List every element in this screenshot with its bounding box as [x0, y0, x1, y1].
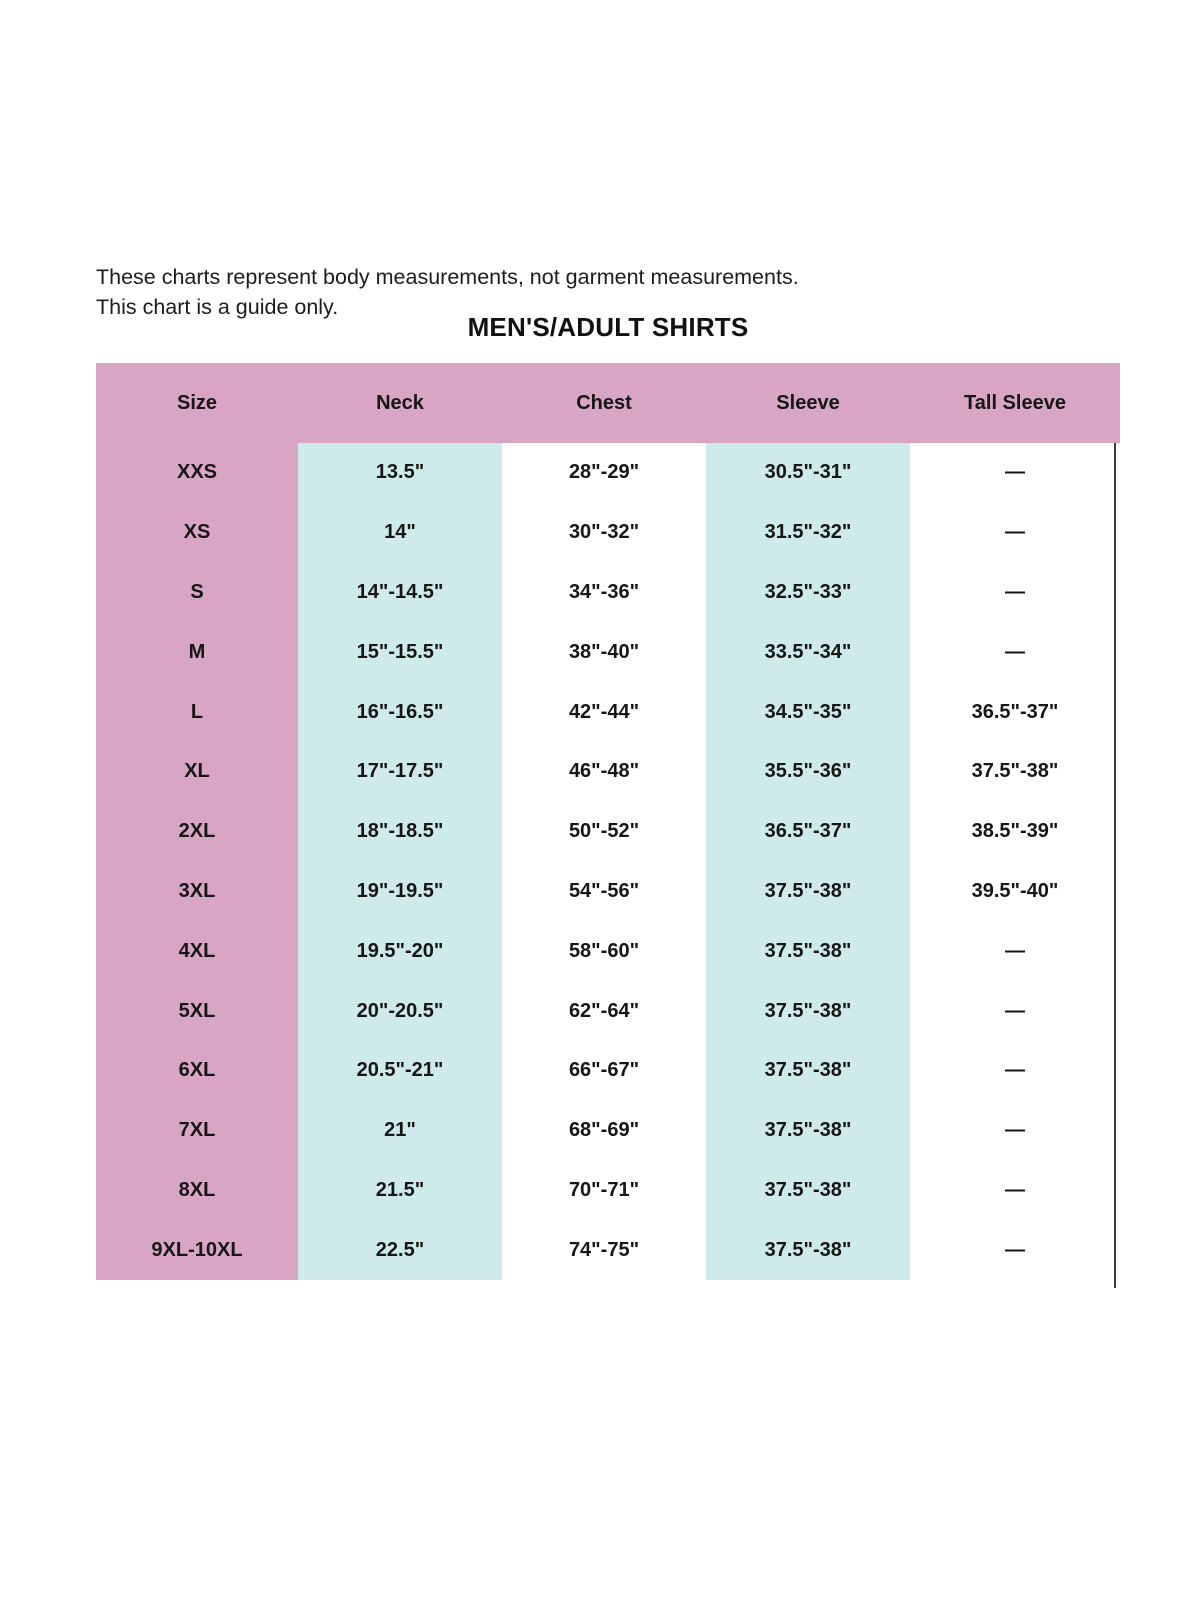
cell-sleeve: 37.5"-38" [706, 1220, 910, 1280]
table-row [96, 503, 1120, 563]
cell-neck: 20"-20.5" [298, 981, 502, 1041]
cell-sleeve: 31.5"-32" [706, 503, 910, 563]
cell-neck: 22.5" [298, 1220, 502, 1280]
chart-title: MEN'S/ADULT SHIRTS [467, 312, 749, 342]
table-row [96, 443, 1120, 503]
cell-size: 6XL [96, 1041, 298, 1101]
cell-chest: 42"-44" [502, 682, 706, 742]
cell-tall-sleeve: — [910, 1041, 1120, 1101]
cell-sleeve: 32.5"-33" [706, 563, 910, 623]
cell-neck: 21" [298, 1101, 502, 1161]
cell-chest: 58"-60" [502, 921, 706, 981]
cell-tall-sleeve: — [910, 503, 1120, 563]
table-header-row [96, 363, 1120, 443]
size-table-wrapper [96, 363, 1120, 1280]
table-row [96, 682, 1120, 742]
cell-sleeve: 36.5"-37" [706, 802, 910, 862]
cell-neck: 18"-18.5" [298, 802, 502, 862]
cell-tall-sleeve: — [910, 563, 1120, 623]
cell-neck: 14"-14.5" [298, 563, 502, 623]
cell-size: 9XL-10XL [96, 1220, 298, 1280]
cell-size: 5XL [96, 981, 298, 1041]
table-header [96, 363, 1120, 443]
cell-size: 4XL [96, 921, 298, 981]
cell-tall-sleeve: — [910, 443, 1120, 503]
cell-size: 3XL [96, 862, 298, 922]
table-row [96, 862, 1120, 922]
cell-size: 8XL [96, 1161, 298, 1221]
cell-size: XL [96, 742, 298, 802]
table-row [96, 1220, 1120, 1280]
intro-line-2: This chart is a guide only. [96, 295, 339, 319]
cell-sleeve: 30.5"-31" [706, 443, 910, 503]
cell-neck: 21.5" [298, 1161, 502, 1221]
cell-chest: 50"-52" [502, 802, 706, 862]
cell-neck: 20.5"-21" [298, 1041, 502, 1101]
table-body [96, 443, 1120, 1280]
cell-neck: 19.5"-20" [298, 921, 502, 981]
cell-size: 2XL [96, 802, 298, 862]
cell-sleeve: 34.5"-35" [706, 682, 910, 742]
cell-size: XS [96, 503, 298, 563]
table-row [96, 1041, 1120, 1101]
cell-chest: 46"-48" [502, 742, 706, 802]
column-header-tall-sleeve: Tall Sleeve [910, 363, 1120, 443]
cell-neck: 19"-19.5" [298, 862, 502, 922]
cell-neck: 15"-15.5" [298, 622, 502, 682]
cell-size: S [96, 563, 298, 623]
cell-tall-sleeve: — [910, 1101, 1120, 1161]
column-header-sleeve: Sleeve [706, 363, 910, 443]
cell-chest: 74"-75" [502, 1220, 706, 1280]
column-header-neck: Neck [298, 363, 502, 443]
cell-sleeve: 33.5"-34" [706, 622, 910, 682]
table-row [96, 1101, 1120, 1161]
cell-tall-sleeve: — [910, 1220, 1120, 1280]
cell-chest: 62"-64" [502, 981, 706, 1041]
cell-sleeve: 37.5"-38" [706, 1041, 910, 1101]
column-header-size: Size [96, 363, 298, 443]
cell-chest: 34"-36" [502, 563, 706, 623]
cell-size: L [96, 682, 298, 742]
cell-neck: 13.5" [298, 443, 502, 503]
cell-tall-sleeve: — [910, 981, 1120, 1041]
cell-size: M [96, 622, 298, 682]
size-table [96, 363, 1120, 1280]
table-row [96, 622, 1120, 682]
table-row [96, 981, 1120, 1041]
cell-neck: 14" [298, 503, 502, 563]
cell-sleeve: 37.5"-38" [706, 1101, 910, 1161]
table-row [96, 1161, 1120, 1221]
cell-neck: 17"-17.5" [298, 742, 502, 802]
cell-neck: 16"-16.5" [298, 682, 502, 742]
table-row [96, 742, 1120, 802]
cell-chest: 54"-56" [502, 862, 706, 922]
cell-tall-sleeve: — [910, 1161, 1120, 1221]
cell-tall-sleeve: — [910, 921, 1120, 981]
cell-tall-sleeve: 36.5"-37" [910, 682, 1120, 742]
cell-sleeve: 37.5"-38" [706, 862, 910, 922]
cell-size: 7XL [96, 1101, 298, 1161]
intro-line-1: These charts represent body measurements, not garment measurements. [96, 265, 799, 289]
cell-size: XXS [96, 443, 298, 503]
table-row [96, 802, 1120, 862]
cell-tall-sleeve: — [910, 622, 1120, 682]
cell-chest: 68"-69" [502, 1101, 706, 1161]
table-right-rule [1114, 443, 1116, 1288]
cell-chest: 66"-67" [502, 1041, 706, 1101]
cell-tall-sleeve: 38.5"-39" [910, 802, 1120, 862]
cell-chest: 28"-29" [502, 443, 706, 503]
cell-sleeve: 37.5"-38" [706, 981, 910, 1041]
cell-chest: 70"-71" [502, 1161, 706, 1221]
cell-sleeve: 37.5"-38" [706, 921, 910, 981]
column-header-chest: Chest [502, 363, 706, 443]
cell-tall-sleeve: 39.5"-40" [910, 862, 1120, 922]
table-row [96, 563, 1120, 623]
cell-sleeve: 37.5"-38" [706, 1161, 910, 1221]
cell-chest: 38"-40" [502, 622, 706, 682]
cell-sleeve: 35.5"-36" [706, 742, 910, 802]
cell-chest: 30"-32" [502, 503, 706, 563]
table-row [96, 921, 1120, 981]
cell-tall-sleeve: 37.5"-38" [910, 742, 1120, 802]
